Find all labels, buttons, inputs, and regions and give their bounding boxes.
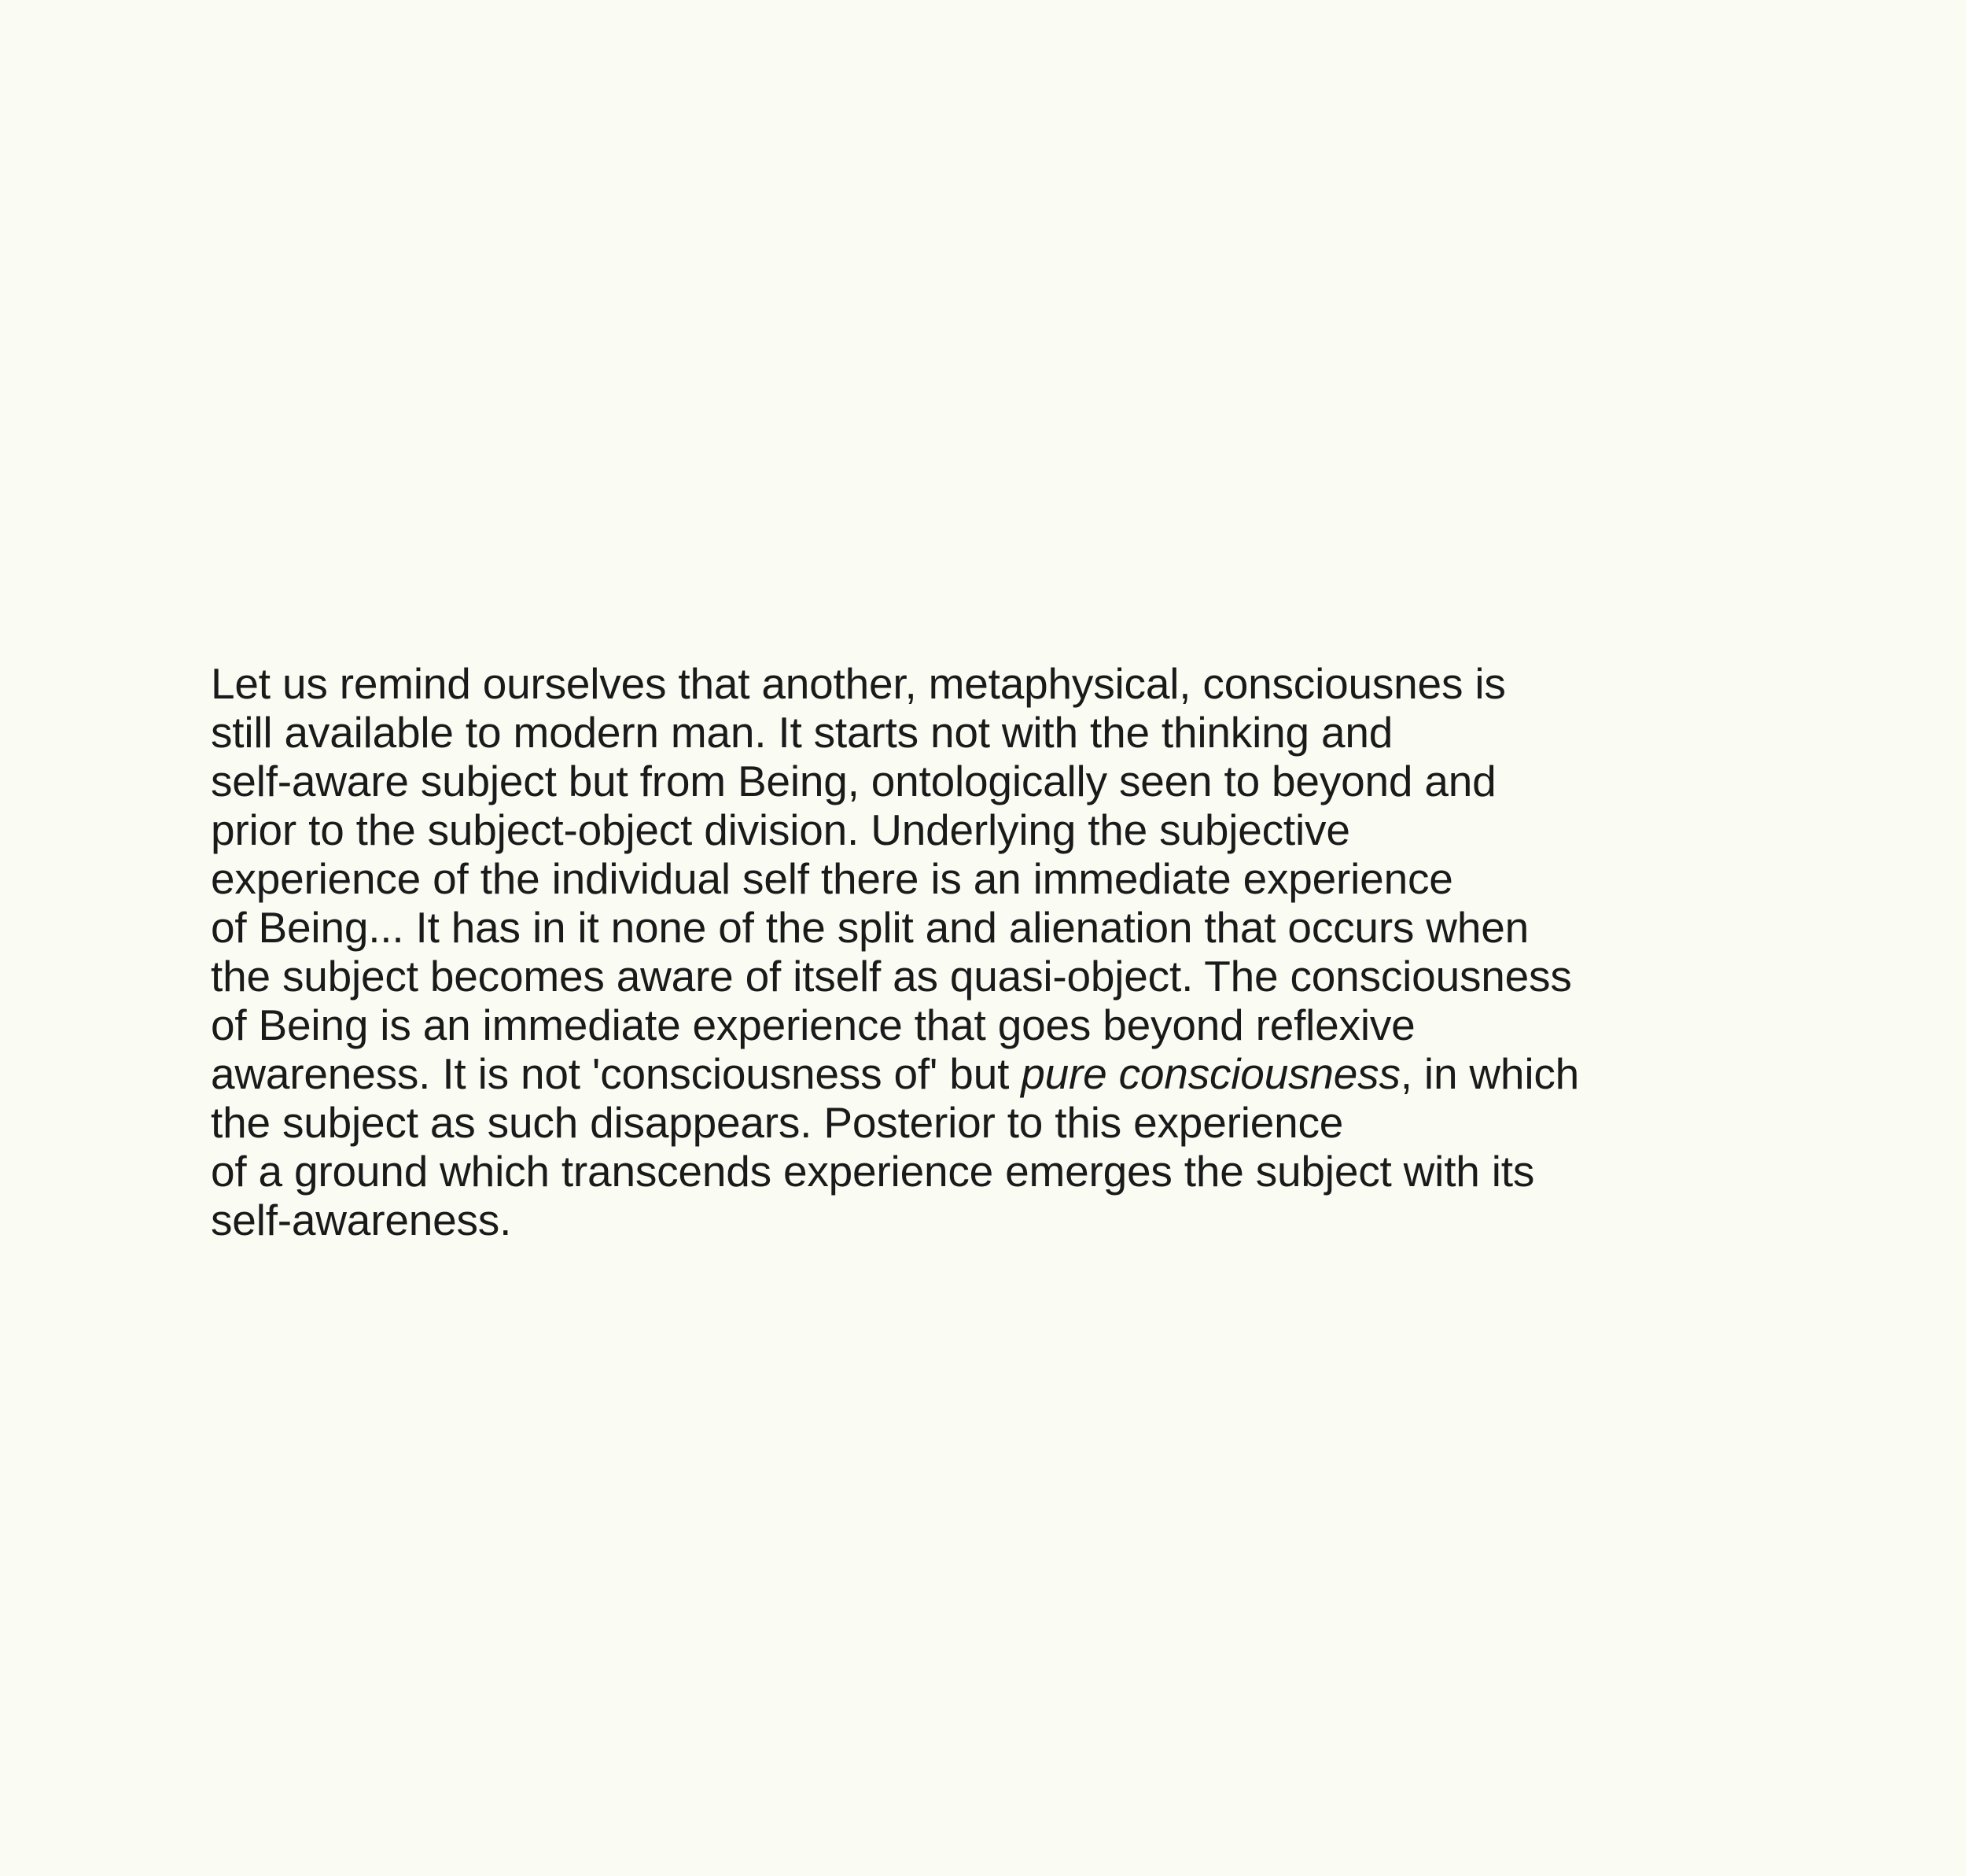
paragraph-text: awareness. It is not 'consciousness of' but — [211, 1049, 1022, 1098]
paragraph-line: prior to the subject-object division. Underlying the subjective — [211, 805, 1350, 854]
paragraph-line: still available to modern man. It starts not with the thinking and — [211, 708, 1394, 757]
paragraph-line: of Being is an immediate experience that goes beyond reflexive — [211, 1001, 1416, 1049]
paragraph-line: self-aware subject but from Being, ontologically seen to beyond and — [211, 757, 1497, 805]
quote-paragraph — [211, 659, 1862, 1244]
paragraph-line: of Being... It has in it none of the split and alienation that occurs when — [211, 903, 1529, 952]
paragraph-line: of a ground which transcends experience emerges the subject with its — [211, 1147, 1535, 1196]
paragraph-line — [211, 1049, 1862, 1098]
paragraph-line: the subject becomes aware of itself as quasi-object. The consciousness — [211, 952, 1572, 1001]
paragraph-line: the subject as such disappears. Posterior to this experience — [211, 1098, 1344, 1147]
paragraph-line: self-awareness. — [211, 1196, 512, 1244]
emphasized-phrase: pure consciousness — [1021, 1049, 1401, 1098]
paragraph-line: experience of the individual self there is an immediate experience — [211, 854, 1453, 903]
paragraph-text: , in which — [1400, 1049, 1580, 1098]
paragraph-line: Let us remind ourselves that another, metaphysical, consciousnes is — [211, 659, 1506, 708]
